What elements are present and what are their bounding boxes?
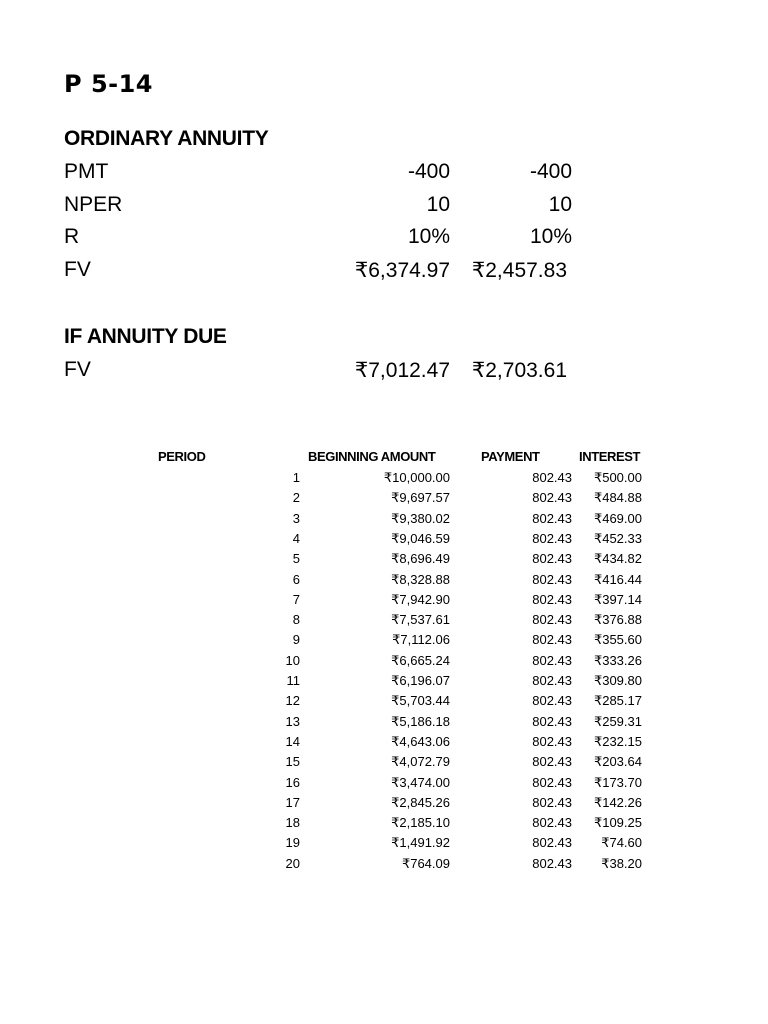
interest-cell: ₹285.17 — [593, 693, 642, 709]
period-cell: 14 — [285, 733, 300, 749]
payment-cell: 802.43 — [532, 571, 572, 587]
table-row — [0, 693, 768, 713]
period-cell: 16 — [285, 774, 300, 790]
cell-value: 10 — [426, 193, 450, 216]
column-header-interest: INTEREST — [579, 449, 641, 464]
beginning-amount-cell: ₹7,942.90 — [391, 591, 450, 607]
table-row — [0, 470, 768, 490]
period-cell: 4 — [292, 530, 300, 546]
table-row — [0, 653, 768, 673]
beginning-amount-cell: ₹4,643.06 — [391, 733, 450, 749]
table-row — [0, 531, 768, 551]
beginning-amount-cell: ₹2,185.10 — [391, 815, 450, 831]
row-label: FV — [64, 258, 91, 281]
period-cell: 1 — [292, 470, 300, 485]
interest-cell: ₹333.26 — [593, 652, 642, 668]
beginning-amount-cell: ₹5,186.18 — [391, 713, 450, 729]
rate-row — [0, 225, 768, 257]
table-row — [0, 612, 768, 632]
payment-cell: 802.43 — [532, 632, 572, 648]
interest-cell: ₹469.00 — [593, 510, 642, 526]
period-cell: 5 — [292, 551, 300, 567]
payment-cell: 802.43 — [532, 815, 572, 831]
interest-cell: ₹376.88 — [593, 612, 642, 628]
row-label: FV — [64, 358, 91, 381]
table-row — [0, 815, 768, 835]
period-cell: 6 — [292, 571, 300, 587]
payment-cell: 802.43 — [532, 855, 572, 871]
period-cell: 9 — [292, 632, 300, 648]
interest-cell: ₹355.60 — [593, 632, 642, 648]
beginning-amount-cell: ₹1,491.92 — [391, 835, 450, 851]
payment-cell: 802.43 — [532, 774, 572, 790]
period-cell: 2 — [292, 490, 300, 506]
interest-cell: ₹397.14 — [593, 591, 642, 607]
period-cell: 18 — [285, 815, 300, 831]
page-title: P 5-14 — [64, 70, 154, 98]
interest-cell: ₹38.20 — [601, 855, 642, 871]
table-row — [0, 795, 768, 815]
table-row — [0, 511, 768, 531]
interest-cell: ₹500.00 — [593, 470, 642, 485]
payment-cell: 802.43 — [532, 693, 572, 709]
table-row — [0, 673, 768, 693]
table-row — [0, 734, 768, 754]
table-row — [0, 856, 768, 876]
payment-cell: 802.43 — [532, 470, 572, 485]
column-header-period: PERIOD — [158, 449, 206, 464]
period-cell: 11 — [286, 673, 300, 688]
table-row — [0, 775, 768, 795]
payment-cell: 802.43 — [532, 713, 572, 729]
row-label: R — [64, 225, 80, 248]
row-label: NPER — [64, 193, 123, 216]
beginning-amount-cell: ₹5,703.44 — [391, 693, 450, 709]
interest-cell: ₹484.88 — [593, 490, 642, 506]
interest-cell: ₹259.31 — [593, 713, 642, 729]
interest-cell: ₹74.60 — [601, 835, 642, 851]
beginning-amount-cell: ₹764.09 — [401, 855, 450, 871]
period-cell: 20 — [285, 855, 300, 871]
interest-cell: ₹142.26 — [593, 794, 642, 810]
period-cell: 17 — [285, 794, 300, 810]
column-header-payment: PAYMENT — [481, 449, 540, 464]
beginning-amount-cell: ₹3,474.00 — [391, 774, 450, 790]
beginning-amount-cell: ₹8,696.49 — [391, 551, 450, 567]
payment-cell: 802.43 — [532, 490, 572, 506]
interest-cell: ₹452.33 — [593, 530, 642, 546]
interest-cell: ₹309.80 — [593, 673, 642, 688]
annuity-due-fv-row — [0, 358, 768, 390]
beginning-amount-cell: ₹4,072.79 — [391, 754, 450, 770]
cell-value: 10 — [548, 193, 572, 216]
cell-value: ₹6,374.97 — [354, 259, 450, 282]
beginning-amount-cell: ₹2,845.26 — [391, 794, 450, 810]
cell-value: ₹7,012.47 — [354, 359, 450, 382]
column-header-beginning-amount: BEGINNING AMOUNT — [308, 449, 436, 464]
beginning-amount-cell: ₹7,537.61 — [391, 612, 450, 628]
row-label: PMT — [64, 160, 109, 183]
ordinary-annuity-heading: ORDINARY ANNUITY — [64, 127, 269, 150]
period-cell: 15 — [285, 754, 300, 770]
interest-cell: ₹203.64 — [593, 754, 642, 770]
payment-cell: 802.43 — [532, 652, 572, 668]
payment-cell: 802.43 — [532, 754, 572, 770]
period-cell: 7 — [292, 591, 300, 607]
cell-value: ₹2,703.61 — [471, 359, 567, 382]
table-row — [0, 632, 768, 652]
cell-value: -400 — [529, 160, 572, 183]
table-row — [0, 490, 768, 510]
table-row — [0, 551, 768, 571]
cell-value: 10% — [407, 225, 450, 248]
interest-cell: ₹416.44 — [593, 571, 642, 587]
cell-value: ₹2,457.83 — [471, 259, 567, 282]
nper-row — [0, 193, 768, 225]
cell-value: 10% — [529, 225, 572, 248]
interest-cell: ₹232.15 — [593, 733, 642, 749]
annuity-due-heading: IF ANNUITY DUE — [64, 325, 227, 348]
payment-cell: 802.43 — [532, 794, 572, 810]
interest-cell: ₹434.82 — [593, 551, 642, 567]
period-cell: 3 — [292, 510, 300, 526]
fv-row — [0, 258, 768, 290]
payment-cell: 802.43 — [532, 530, 572, 546]
payment-cell: 802.43 — [532, 551, 572, 567]
table-row — [0, 835, 768, 855]
payment-cell: 802.43 — [532, 673, 572, 688]
interest-cell: ₹109.25 — [593, 815, 642, 831]
beginning-amount-cell: ₹10,000.00 — [383, 470, 450, 485]
payment-cell: 802.43 — [532, 835, 572, 851]
payment-cell: 802.43 — [532, 612, 572, 628]
cell-value: -400 — [407, 160, 450, 183]
beginning-amount-cell: ₹6,196.07 — [391, 673, 450, 688]
beginning-amount-cell: ₹9,697.57 — [391, 490, 450, 506]
beginning-amount-cell: ₹6,665.24 — [391, 652, 450, 668]
period-cell: 13 — [285, 713, 300, 729]
table-row — [0, 714, 768, 734]
beginning-amount-cell: ₹9,046.59 — [391, 530, 450, 546]
beginning-amount-cell: ₹8,328.88 — [391, 571, 450, 587]
table-row — [0, 592, 768, 612]
table-row — [0, 572, 768, 592]
pmt-row — [0, 160, 768, 192]
period-cell: 19 — [285, 835, 300, 851]
table-row — [0, 754, 768, 774]
payment-cell: 802.43 — [532, 591, 572, 607]
payment-cell: 802.43 — [532, 733, 572, 749]
period-cell: 8 — [292, 612, 300, 628]
interest-cell: ₹173.70 — [593, 774, 642, 790]
period-cell: 12 — [285, 693, 300, 709]
beginning-amount-cell: ₹7,112.06 — [392, 632, 450, 648]
period-cell: 10 — [285, 652, 300, 668]
payment-cell: 802.43 — [532, 510, 572, 526]
beginning-amount-cell: ₹9,380.02 — [391, 510, 450, 526]
